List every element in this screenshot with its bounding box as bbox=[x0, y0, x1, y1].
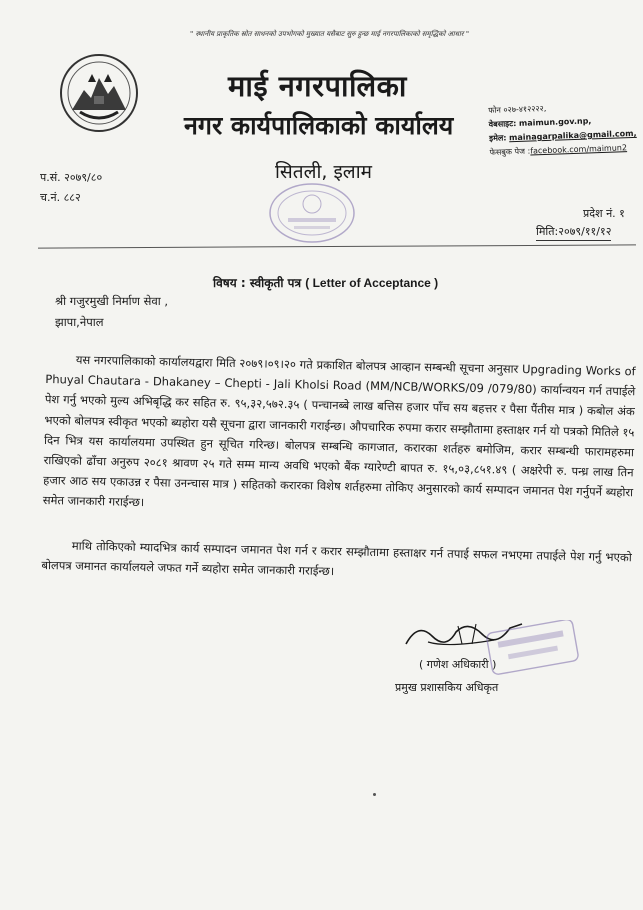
email-link[interactable]: mainagarpalika@gmail.com, bbox=[508, 128, 637, 143]
reference-number: प.सं. २०७९/८० bbox=[40, 171, 103, 184]
office-name: नगर कार्यपालिकाको कार्यालय bbox=[184, 111, 454, 140]
scan-speck bbox=[373, 793, 376, 796]
city-address: सितली, इलाम bbox=[275, 161, 372, 183]
facebook-link[interactable]: facebook.com/maimun2 bbox=[530, 143, 628, 156]
facebook-label: फेसबुक पेज : bbox=[489, 146, 531, 157]
recipient-name: श्री गजुरमुखी निर्माण सेवा , bbox=[55, 294, 169, 308]
contact-block bbox=[488, 99, 637, 160]
header-divider bbox=[38, 244, 636, 248]
province-number: प्रदेश नं. १ bbox=[583, 207, 625, 220]
nepal-emblem-icon bbox=[58, 52, 140, 134]
recipient-block bbox=[55, 291, 168, 333]
officer-stamp-icon bbox=[485, 620, 580, 675]
letter-date: मिति:२०७९/११/१२ bbox=[536, 224, 611, 241]
subject-line bbox=[213, 274, 438, 291]
body-paragraph-1: यस नगरपालिकाको कार्यालयद्वारा मिति २०७९।०९।२० गते प्रकाशित बोलपत्र आव्हान सम्बन्धी सूचना अनुसार Upgrading Works of Phuyal Chautara - Dhakaney – Chepti - Jali Kholsi Road (MM/NCB/WORKS/09 /079/80) कार्यान्वयन गर्न तपाईले पेश गर्नु भएको मुल्य अभिबृद्धि कर सहित रु. ९५,३२,५७२.३५ ( पन्चानब्बे लाख बत्तिस हजार पाँच सय बहत्तर र पैसा पैंतीस मात्र ) कबोल अंक भएको बोलपत्र स्वीकृत भएको ब्यहोरा यसै सूचना द्वारा जानकारी गराईन्छ। औपचारिक रुपमा करार सम्झौतामा हस्ताक्षर गर्न यो पत्रको मितिले १५ दिन भित्र यस कार्यालयमा उपस्थित हुन सूचित गरिन्छ। बोलपत्र सम्बन्धि कागजात, करारका शर्तहरु बमोजिम, करार सम्बन्धी फारामहरुमा राखिएको ढाँचा अनुरुप २०८१ श्रावण २५ गते सम्म मान्य अवधि भएको बैंक ग्यारेण्टी बापत रु. १५,०३,८५१.४९ ( अक्षरेपी रु. पन्ध्र लाख तिन हजार आठ सय एकाउन्न र पैसा उनन्चास मात्र ) सहितको करारका विशेष शर्तहरुमा तोकिए अनुसारको कार्य सम्पादन जमानत पेश गर्नुपर्ने ब्यहोरा समेत जानकारी गराईन्छ। bbox=[42, 352, 636, 510]
signatory-title: प्रमुख प्रशासकिय अधिकृत bbox=[395, 681, 499, 694]
body-paragraph-2: माथि तोकिएको म्यादभित्र कार्य सम्पादन जमानत पेश गर्न र करार सम्झौतामा हस्ताक्षर गर्न तपाई सफल नभएमा तपाईले पेश गर्नु भएको बोलपत्र जमानत कार्यालयले जफत गर्ने ब्यहोरा समेत जानकारी गराईन्छ। bbox=[41, 538, 632, 578]
email-label: इमेल: bbox=[489, 133, 507, 143]
contact-phone: फोन ०२७-४१२२२२, bbox=[488, 103, 547, 115]
website-label: वेबसाइट: bbox=[488, 119, 517, 129]
reference-block bbox=[40, 168, 102, 208]
signatory-name: ( गणेश अधिकारी ) bbox=[419, 658, 497, 671]
subject-label: विषय : bbox=[213, 276, 246, 290]
recipient-address: झापा,नेपाल bbox=[55, 315, 104, 329]
website-link[interactable]: maimun.gov.np, bbox=[518, 116, 592, 128]
subject-title-np: स्वीकृती पत्र bbox=[249, 276, 302, 290]
municipality-name: माई नगरपालिका bbox=[228, 69, 407, 103]
dispatch-number: च.नं. ८८२ bbox=[40, 191, 81, 204]
header-motto: " स्थानीय प्राकृतिक स्रोत साधनको उपभोगको मुख्यात यसैबाट सुरु हुन्छ माई नगरपालिकाको समृद्धिको आधार " bbox=[190, 30, 470, 38]
subject-title-en: ( Letter of Acceptance ) bbox=[305, 276, 439, 290]
letter-body bbox=[41, 349, 636, 587]
municipality-seal-icon bbox=[268, 182, 356, 244]
